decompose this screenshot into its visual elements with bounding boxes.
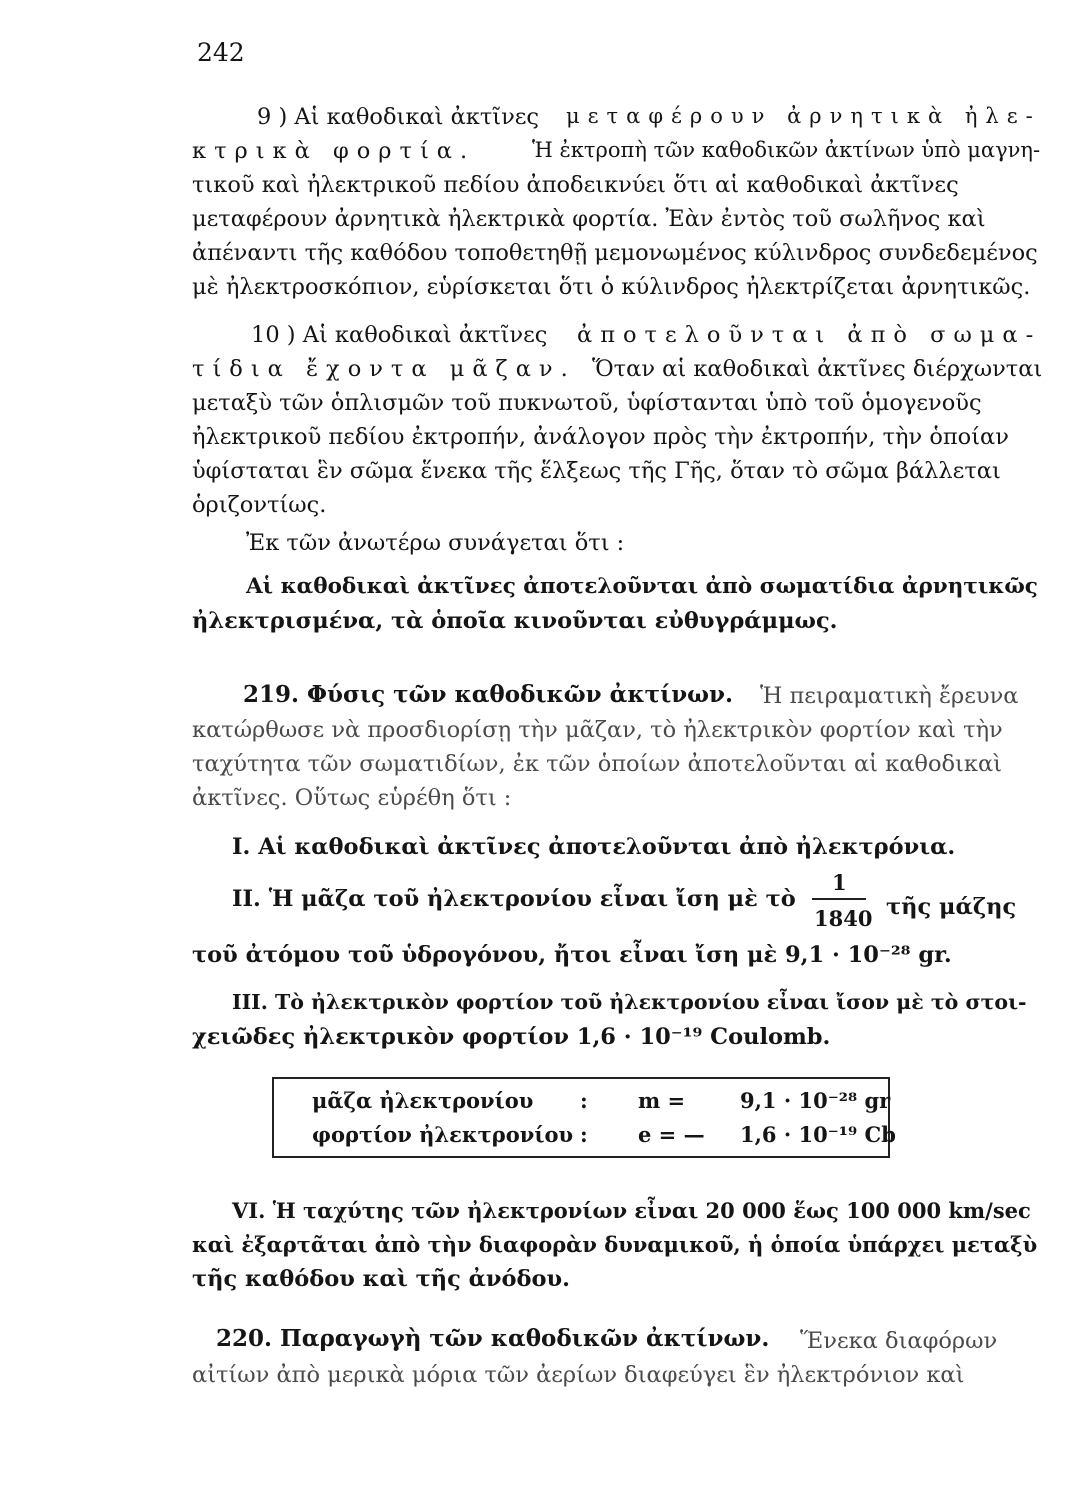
item-6-line-1: VI. Ἡ ταχύτης τῶν ἠλεκτρονίων εἶναι 20 000 ἕως 100 000 km/sec [232,1198,1031,1223]
section-10-line-1b: ἀποτελοῦνται ἀπὸ σωμα- [577,322,1042,348]
section-219-heading: 219. Φύσις τῶν καθοδικῶν ἀκτίνων. [243,681,734,708]
section-219-line-1: Ἡ πειραματικὴ ἔρευνα [760,683,1019,709]
row-1-label: μᾶζα ἠλεκτρονίου [312,1088,534,1113]
item-1: Ι. Αἱ καθοδικαὶ ἀκτῖνες ἀποτελοῦνται ἀπὸ ἠλεκτρόνια. [232,834,956,860]
fraction-bar [812,898,866,900]
section-9-line-3: τικοῦ καὶ ἠλεκτρικοῦ πεδίου ἀποδεικνύει ὅτι αἱ καθοδικαὶ ἀκτῖνες [192,172,959,198]
item-3-line-2: χειῶδες ἠλεκτρικὸν φορτίον 1,6 · 10⁻¹⁹ Coulomb. [192,1024,831,1050]
row-2-colon: : [580,1122,588,1147]
row-2-equation: e = — [638,1122,705,1147]
item-6-line-2: καὶ ἐξαρτᾶται ἀπὸ τὴν διαφορὰν δυναμικοῦ, ἡ ὁποία ὑπάρχει μεταξὺ [192,1232,1038,1257]
section-10-line-4: ἠλεκτρικοῦ πεδίου ἐκτροπήν, ἀνάλογον πρὸς τὴν ἐκτροπήν, τὴν ὁποίαν [192,424,1009,450]
conclusion-intro: Ἐκ τῶν ἀνωτέρω συνάγεται ὅτι : [246,530,625,556]
row-1-value: 9,1 · 10⁻²⁸ gr [740,1088,891,1113]
section-219-line-3: ταχύτητα τῶν σωματιδίων, ἐκ τῶν ὁποίων ἀποτελοῦνται αἱ καθοδικαὶ [192,751,1002,777]
section-10-line-5: ὑφίσταται ἓν σῶμα ἕνεκα τῆς ἕλξεως τῆς Γῆς, ὅταν τὸ σῶμα βάλλεται [192,458,1001,484]
section-220-line-2: αἰτίων ἀπὸ μερικὰ μόρια τῶν ἀερίων διαφεύγει ἓν ἠλεκτρόνιον καὶ [192,1362,965,1388]
fraction-denominator: 1840 [814,906,873,931]
section-10-line-2a: τίδια ἔχοντα μᾶζαν. [192,356,576,382]
section-10-line-1a: 10 ) Αἱ καθοδικαὶ ἀκτῖνες [251,322,548,348]
item-2-line-1: ΙΙ. Ἡ μᾶζα τοῦ ἠλεκτρονίου εἶναι ἴση μὲ τὸ [232,886,796,912]
section-220-line-1: Ἕνεκα διαφόρων [800,1328,998,1354]
fraction-numerator: 1 [832,870,847,895]
section-9-line-1b: μεταφέρουν ἀρνητικὰ ἠλε- [566,104,1041,128]
conclusion-line-1: Αἱ καθοδικαὶ ἀκτῖνες ἀποτελοῦνται ἀπὸ σωματίδια ἀρνητικῶς [246,574,1038,599]
section-9-line-2b: Ἡ ἐκτροπὴ τῶν καθοδικῶν ἀκτίνων ὑπὸ μαγνη- [532,138,1041,162]
item-3-line-1: ΙΙΙ. Τὸ ἠλεκτρικὸν φορτίον τοῦ ἠλεκτρονίου εἶναι ἴσον μὲ τὸ στοι- [232,990,1027,1014]
section-10-line-3: μεταξὺ τῶν ὁπλισμῶν τοῦ πυκνωτοῦ, ὑφίστανται ὑπὸ τοῦ ὁμογενοῦς [192,390,982,416]
row-2-value: 1,6 · 10⁻¹⁹ Cb [740,1122,896,1147]
row-1-equation: m = [638,1088,686,1113]
row-1-colon: : [580,1088,588,1113]
section-220-heading: 220. Παραγωγὴ τῶν καθοδικῶν ἀκτίνων. [216,1325,770,1352]
page-number: 242 [197,38,245,67]
section-10-line-2b: Ὅταν αἱ καθοδικαὶ ἀκτῖνες διέρχωνται [592,356,1043,382]
item-2-line-2: τοῦ ἀτόμου τοῦ ὑδρογόνου, ἤτοι εἶναι ἴση μὲ 9,1 · 10⁻²⁸ gr. [192,942,952,968]
section-10-line-6: ὁριζοντίως. [192,492,327,518]
section-9-line-6: μὲ ἠλεκτροσκόπιον, εὑρίσκεται ὅτι ὁ κύλινδρος ἠλεκτρίζεται ἀρνητικῶς. [192,274,1031,300]
item-2-line-1-end: τῆς μάζης [886,894,1017,920]
section-9-line-5: ἀπέναντι τῆς καθόδου τοποθετηθῇ μεμονωμένος κύλινδρος συνδεδεμένος [192,240,1038,266]
section-9-line-2a: κτρικὰ φορτία. [192,138,476,164]
item-6-line-3: τῆς καθόδου καὶ τῆς ἀνόδου. [192,1266,571,1292]
section-219-line-2: κατώρθωσε νὰ προσδιορίσῃ τὴν μᾶζαν, τὸ ἠλεκτρικὸν φορτίον καὶ τὴν [192,717,1003,743]
section-9-line-4: μεταφέρουν ἀρνητικὰ ἠλεκτρικὰ φορτία. Ἐὰν ἐντὸς τοῦ σωλῆνος καὶ [192,206,986,232]
section-219-line-4: ἀκτῖνες. Οὕτως εὑρέθη ὅτι : [192,785,512,811]
section-9-line-1a: 9 ) Αἱ καθοδικαὶ ἀκτῖνες [257,104,540,130]
conclusion-line-2: ἠλεκτρισμένα, τὰ ὁποῖα κινοῦνται εὐθυγράμμως. [192,608,838,634]
electron-constants-box [272,1077,896,1158]
row-2-label: φορτίον ἠλεκτρονίου [312,1122,574,1147]
